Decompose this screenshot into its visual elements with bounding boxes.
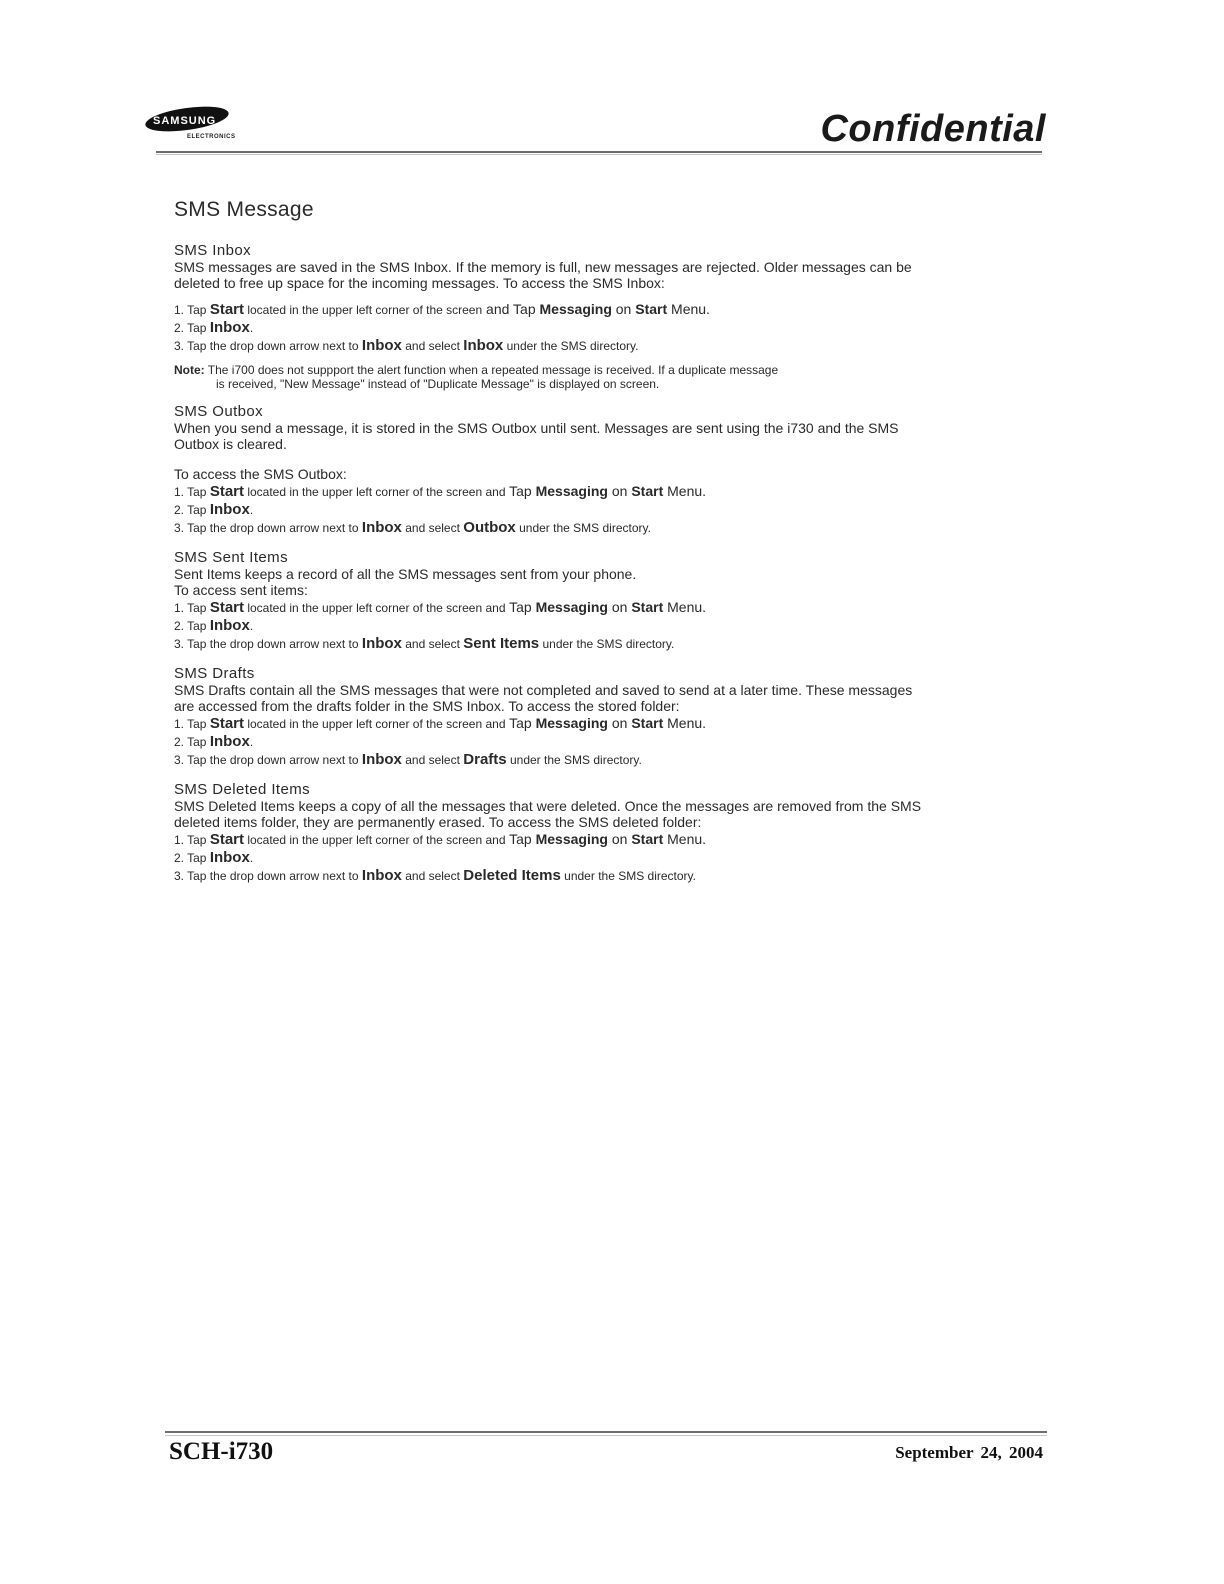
step-1: 1. Tap Start located in the upper left corner of the screen and Tap Messaging on Start Menu. [174,599,707,616]
section-paragraph: SMS Drafts contain all the SMS messages that were not completed and saved to send at a later time. These messages are accessed from the drafts folder in the SMS Inbox. To access the stored folder: [174,682,913,714]
section-sms-inbox [174,242,934,391]
step-3: 3. Tap the drop down arrow next to Inbox and select Deleted Items under the SMS directory. [174,867,696,884]
step-2: 2. Tap Inbox. [174,849,254,866]
section-title: SMS Outbox [174,403,264,420]
page-title: SMS Message [174,198,314,221]
step-3: 3. Tap the drop down arrow next to Inbox and select Inbox under the SMS directory. [174,337,639,354]
section-paragraph: Sent Items keeps a record of all the SMS messages sent from your phone. [174,566,637,582]
step-2: 2. Tap Inbox. [174,501,254,518]
samsung-logo-oval-icon [145,104,235,134]
step-3: 3. Tap the drop down arrow next to Inbox and select Sent Items under the SMS directory. [174,635,675,652]
section-title: SMS Drafts [174,665,255,682]
step-list [174,483,934,537]
footer-divider [165,1431,1047,1433]
header-divider [156,151,1042,153]
note-label: Note: [174,363,205,377]
note-text: The i700 does not suppport the alert function when a repeated message is received. If a duplicate message [204,363,779,377]
main-content [174,198,934,897]
step-2: 2. Tap Inbox. [174,319,254,336]
step-3: 3. Tap the drop down arrow next to Inbox and select Outbox under the SMS directory. [174,519,651,536]
section-title: SMS Deleted Items [174,781,311,798]
footer-divider-shadow [165,1435,1047,1436]
note-text-continued: is received, "New Message" instead of "Duplicate Message" is displayed on screen. [216,377,660,391]
step-2: 2. Tap Inbox. [174,617,254,634]
section-paragraph: SMS Deleted Items keeps a copy of all the messages that were deleted. Once the messages are removed from the SMS deleted items folder, they are permanently erased. To access the SMS deleted folder: [174,798,922,830]
footer-date: September 24, 2004 [895,1443,1043,1462]
section-paragraph: When you send a message, it is stored in the SMS Outbox until sent. Messages are sent using the i730 and the SMS Outbox is cleared. [174,420,899,452]
section-title: SMS Inbox [174,242,251,259]
note [174,363,934,391]
step-list [174,715,934,769]
step-1: 1. Tap Start located in the upper left corner of the screen and Tap Messaging on Start Menu. [174,831,707,848]
step-list [174,301,934,355]
section-paragraph: SMS messages are saved in the SMS Inbox. If the memory is full, new messages are rejected. Older messages can be deleted to free up space for the incoming messages. To access the SMS Inbox: [174,259,912,291]
step-3: 3. Tap the drop down arrow next to Inbox and select Drafts under the SMS directory. [174,751,642,768]
confidential-label: Confidential [820,108,1046,150]
samsung-logo [145,104,285,144]
step-1: 1. Tap Start located in the upper left corner of the screen and Tap Messaging on Start Menu. [174,483,707,500]
logo-text: SAMSUNG [153,115,217,127]
section-sms-drafts [174,665,934,769]
section-sms-sent-items [174,549,934,653]
header-divider-shadow [156,154,1042,155]
step-1: 1. Tap Start located in the upper left corner of the screen and Tap Messaging on Start Menu. [174,715,707,732]
section-sms-outbox [174,403,934,537]
section-paragraph-access: To access the SMS Outbox: [174,466,347,482]
step-1: 1. Tap Start located in the upper left corner of the screen and Tap Messaging on Start Menu. [174,301,710,318]
step-2: 2. Tap Inbox. [174,733,254,750]
footer-model: SCH-i730 [169,1438,274,1465]
section-title: SMS Sent Items [174,549,288,566]
logo-subtitle: ELECTRONICS [187,134,236,140]
step-list [174,831,934,885]
section-paragraph-access: To access sent items: [174,582,308,598]
step-list [174,599,934,653]
section-sms-deleted-items [174,781,934,885]
